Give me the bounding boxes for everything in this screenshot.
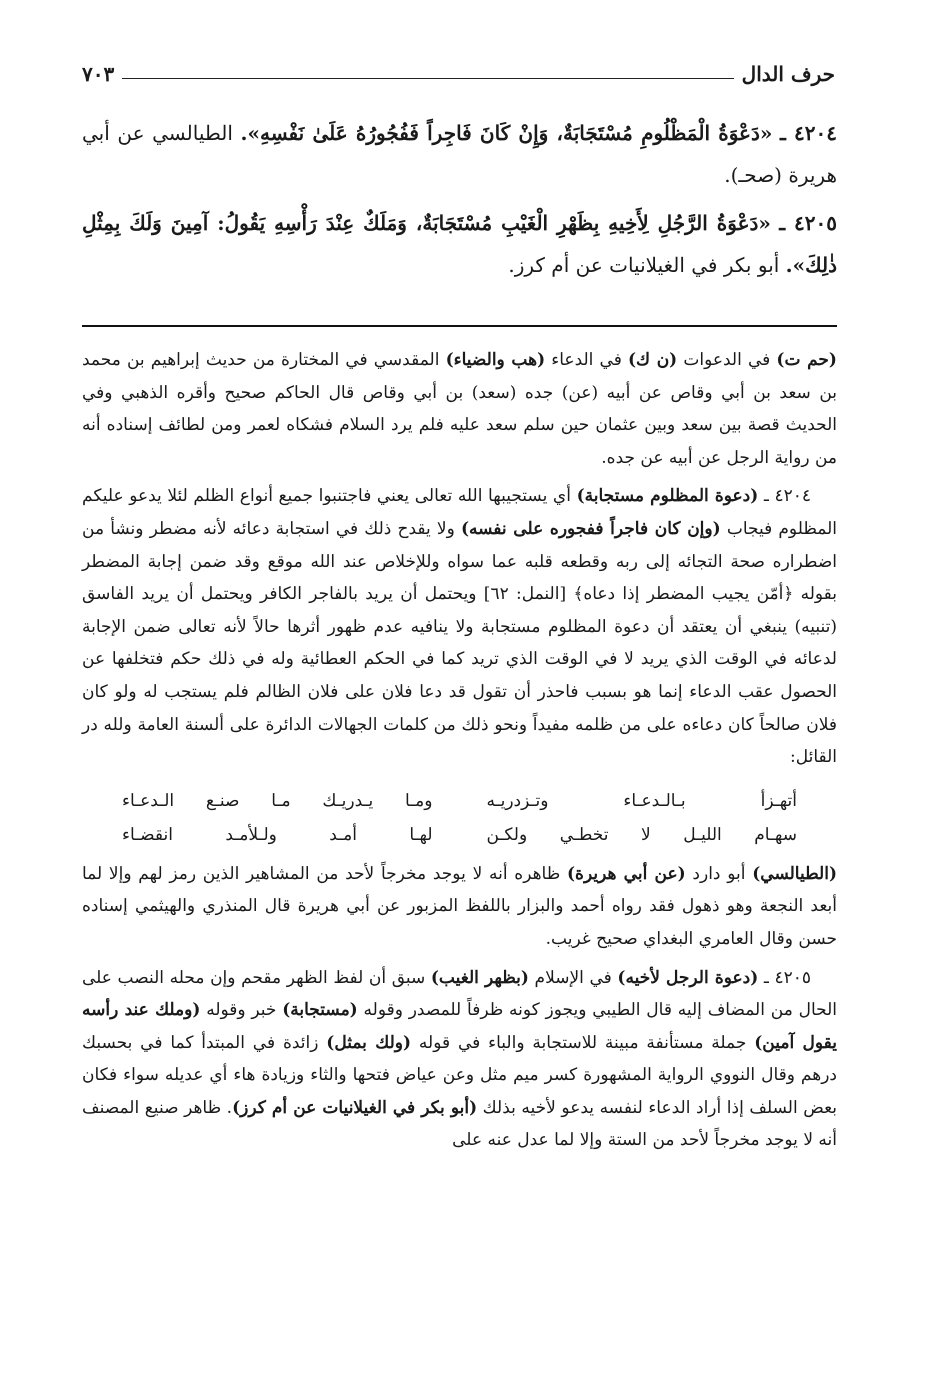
bold-quote: (دعوة المظلوم مستجابة) — [576, 486, 759, 507]
bold-quote: (وملك عند رأسه يقول آمين) — [82, 1000, 838, 1053]
text-run: في الدعوات — [677, 350, 777, 370]
text-run: ظاهره أنه لا يوجد مخرجاً لأحد من المشاهير الذين رمز لهم وإلا لما أبعد النجعة وهو ذهول فقد رواه أحمد والبزار باللفظ المزبور عن أبي هريرة قال المنذري والهيثمي إسناده حسن وقال العامري البغداي صحيح غريب. — [82, 863, 837, 949]
poem-verse — [122, 818, 797, 852]
bold-ref: (حم ت) — [776, 350, 837, 370]
hadith-text-section — [82, 112, 837, 292]
commentary-section — [82, 344, 837, 1157]
poem-verse — [122, 784, 797, 818]
hadith-number: ٤٢٠٤ ـ — [779, 121, 837, 145]
text-run: ولا يقدح ذلك في استجابة دعائه لأنه مضطر ونشأ من اضطراره صحة التجائه إلى ربه وقطعه قلبه عما سواه وللإخلاص عند الله موقع وقد ضمن إجابة المضطر بقوله ﴿أمّن يجيب المضطر إذا دعاه﴾ [النمل: ٦٢] ويحتمل أن يريد بالفاجر الكافر ويحتمل أن يريد الفاسق (تنبيه) ينبغي أن يعتقد أن دعوة المظلوم مستجابة ولا ينافيه عدم ظهور أثرها حالاً لأنه تعالى ضمن الإجابة لدعائه في الوقت الذي يريد لا في الوقت الذي تريد كما في الحكم العطائية وله في ذلك حكم فتخلفها عن الحصول عقب الدعاء إنما هو بسبب فاحذر أن تقول قد دعا فلان على فلان الظالم فلم يستجب له ولو كان فلان صالحاً كان دعاءه على من ظلمه مفيداً ونحو ذلك من كلمات الجهالات الدائرة على ألسنة العامة ولله در القائل: — [82, 518, 837, 768]
page-number: ٧٠٣ — [82, 62, 115, 86]
hadith-4205 — [82, 202, 837, 286]
hemistich-left: لهـا أمـد ولـلأمـد انقضـاء — [122, 824, 433, 845]
section-divider — [82, 325, 837, 327]
text-run: خبر وقوله — [200, 1000, 283, 1021]
text-run: في الدعاء — [545, 350, 628, 370]
hadith-4204 — [82, 112, 837, 196]
text-run: أي يستجيبها الله تعالى يعني فاجتنبوا جميع أنواع الظلم لئلا يدعو عليكم المظلوم فيجاب — [82, 486, 837, 539]
hadith-matn: «دَعْوَةُ الرَّجُلِ لِأَخِيهِ بِظَهْرِ الْغَيْبِ مُسْتَجَابَةٌ، وَمَلَكٌ عِنْدَ رَأْسِهِ يَقُولُ: آمِينَ وَلَكَ بِمِثْلِ ذٰلِكَ». — [82, 211, 837, 277]
commentary-paragraph-tayalisi — [82, 858, 837, 956]
text-run: في الإسلام — [528, 967, 618, 988]
hadith-number: ٤٢٠٥ ـ — [779, 211, 838, 235]
bold-quote: (دعوة الرجل لأخيه) — [617, 967, 759, 988]
entry-number: ٤٢٠٤ ـ — [758, 486, 812, 507]
bold-ref: (ن ك) — [627, 350, 678, 370]
text-run: . ظاهر صنيع المصنف أنه لا يوجد مخرجاً لأحد من الستة وإلا لما عدل عنه على — [82, 1097, 837, 1151]
bold-ref: (الطيالسي) — [752, 863, 837, 884]
bold-ref: (أبو بكر في الغيلانيات عن أم كرز) — [232, 1097, 478, 1118]
hemistich-right: أتهـزأ بـالـدعـاء وتـزدريـه — [486, 790, 797, 811]
hadith-source: أبو بكر في الغيلانيات عن أم كرز. — [508, 253, 780, 277]
bold-ref: (عن أبي هريرة) — [567, 863, 686, 884]
chapter-title: حرف الدال — [741, 62, 835, 86]
commentary-paragraph-4205 — [82, 962, 837, 1158]
hadith-matn: «دَعْوَةُ الْمَظْلُومِ مُسْتَجَابَةٌ، وَإِنْ كَانَ فَاجِراً فَفُجُورُهُ عَلَىٰ نَفْسِهِ». — [240, 121, 773, 145]
hemistich-right: سهـام الليـل لا تخطـي ولكـن — [486, 824, 797, 845]
commentary-paragraph-1 — [82, 344, 837, 474]
poem — [122, 784, 797, 852]
text-run: جملة مستأنفة مبينة للاستجابة والباء في قوله — [411, 1032, 755, 1053]
text-run: زائدة في المبتدأ كما في بحسبك درهم وقال النووي الرواية المشهورة كسر ميم مثل وعن عياض فتحها والثاء وزيادة هاء أي عديله سواء فكان بعض السلف إذا أراد الدعاء لنفسه يدعو لأخيه بذلك — [82, 1032, 837, 1118]
text-run: المقدسي في المختارة من حديث إبراهيم بن محمد بن سعد بن أبي وقاص عن أبيه (عن) جده (سعد) بن أبي وقاص قال الحاكم صحيح وأقره الذهبي وفي الحديث قصة بين سعد وبين عثمان حين سلم سعد عليه فلم يرد السلام فشكاه لعمر ومن لطائف إسناده أنه من رواية الرجل عن أبيه عن جده. — [82, 350, 837, 468]
entry-number: ٤٢٠٥ ـ — [758, 967, 812, 988]
bold-quote: (ولك بمثل) — [326, 1032, 412, 1053]
commentary-paragraph-4204 — [82, 480, 837, 773]
hadith-source: الطيالسي عن أبي هريرة (صحـ). — [82, 121, 837, 187]
text-run: سبق أن لفظ الظهر مقحم وإن محله النصب على الحال من المضاف إليه قال الطيبي ويجوز كونه ظرفاً للمصدر وقوله — [82, 967, 837, 1021]
running-header — [82, 56, 835, 86]
bold-quote: (مستجابة) — [282, 1000, 358, 1021]
bold-quote: (وإن كان فاجراً ففجوره على نفسه) — [460, 518, 721, 539]
bold-quote: (بظهر الغيب) — [430, 967, 529, 988]
bold-ref: (هب والضياء) — [445, 350, 546, 370]
text-run: أبو دارد — [685, 863, 753, 884]
header-rule — [122, 78, 733, 79]
hemistich-left: ومـا يـدريـك مـا صنـع الـدعـاء — [122, 790, 433, 811]
